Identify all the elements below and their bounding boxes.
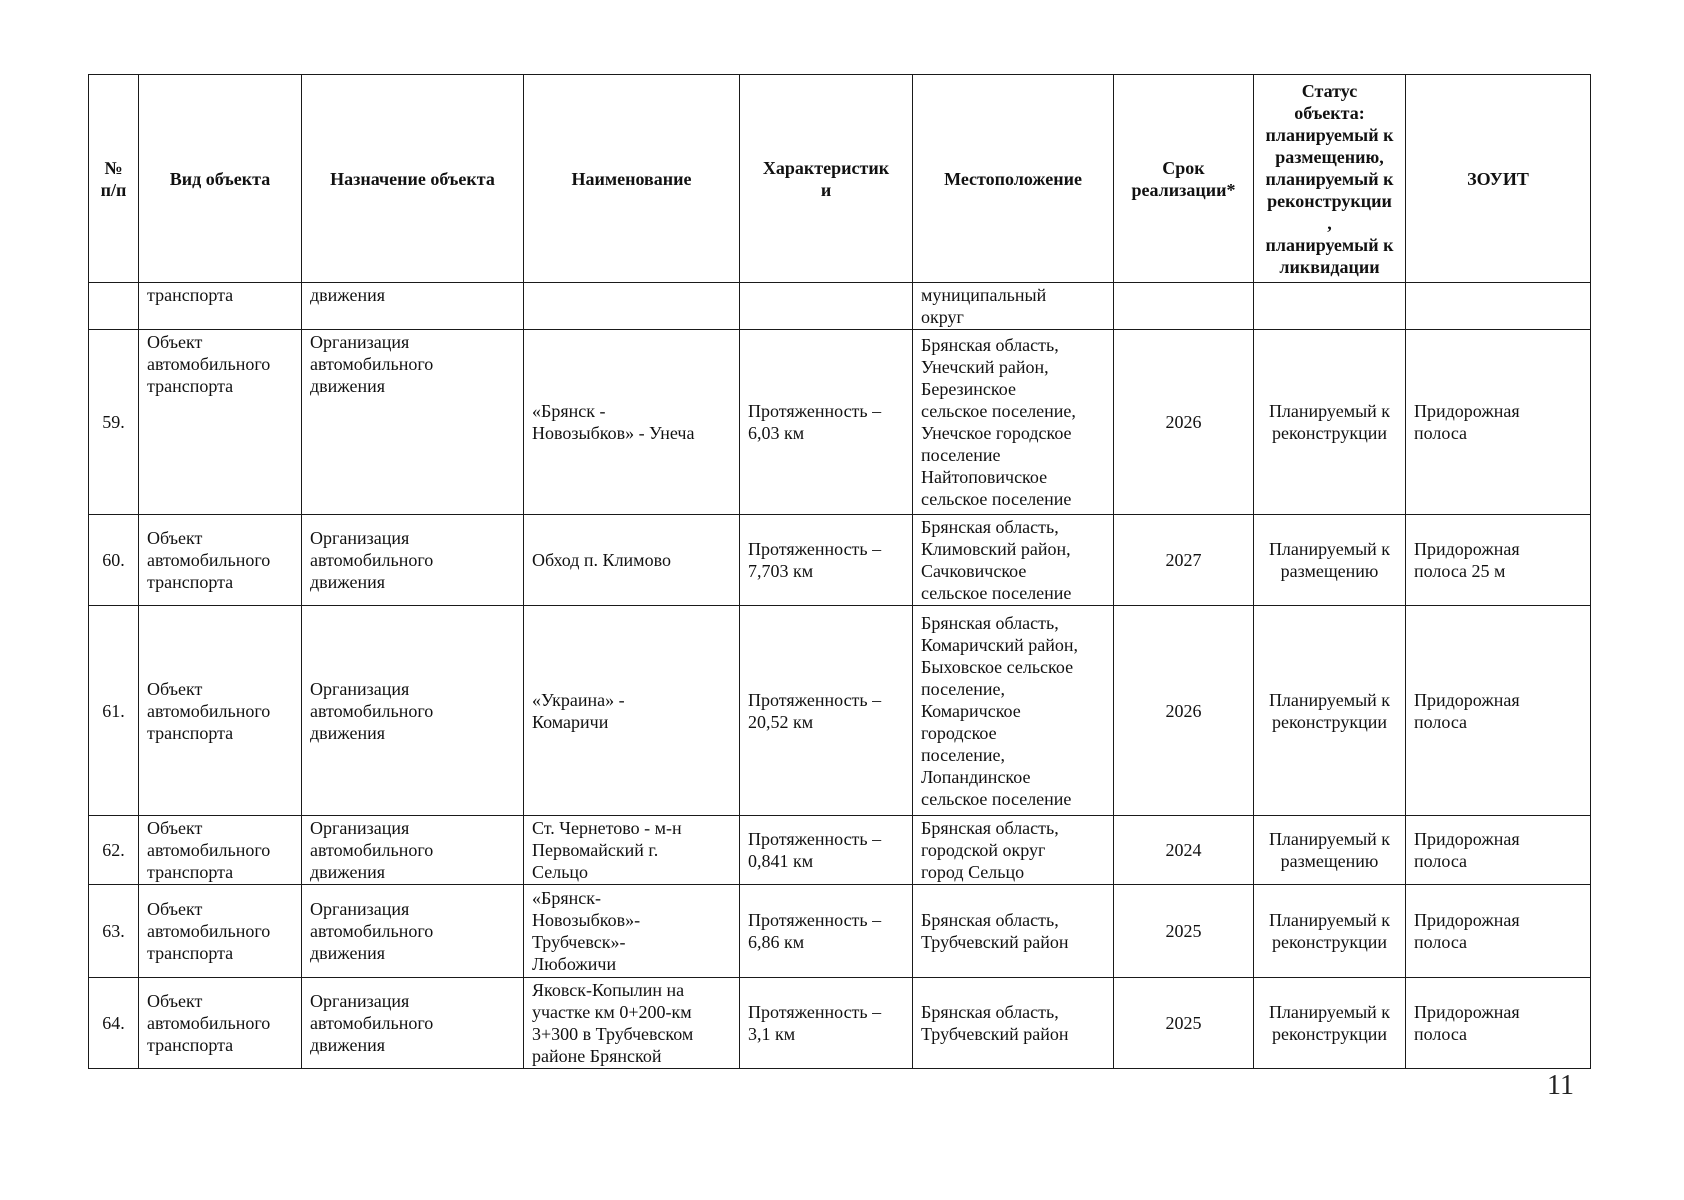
header-characteristics: Характеристик и xyxy=(740,75,913,283)
cell-name: «Брянск- Новозыбков»- Трубчевск»- Любожичи xyxy=(524,885,740,978)
cell-name xyxy=(524,283,740,330)
cell-term: 2027 xyxy=(1114,515,1254,606)
cell-zone: Придорожная полоса xyxy=(1406,978,1591,1069)
cell-purpose: Организация автомобильного движения xyxy=(302,330,524,515)
cell-characteristics: Протяженность – 7,703 км xyxy=(740,515,913,606)
header-kind: Вид объекта xyxy=(139,75,302,283)
cell-zone: Придорожная полоса xyxy=(1406,885,1591,978)
cell-num: 62. xyxy=(89,816,139,885)
cell-location: Брянская область, Трубчевский район xyxy=(913,978,1114,1069)
cell-purpose: Организация автомобильного движения xyxy=(302,885,524,978)
cell-purpose: Организация автомобильного движения xyxy=(302,978,524,1069)
cell-kind: Объект автомобильного транспорта xyxy=(139,515,302,606)
cell-kind: Объект автомобильного транспорта xyxy=(139,606,302,816)
cell-term: 2024 xyxy=(1114,816,1254,885)
table-row-continuation xyxy=(89,283,1591,330)
cell-purpose: движения xyxy=(302,283,524,330)
cell-status: Планируемый к реконструкции xyxy=(1254,978,1406,1069)
cell-term: 2025 xyxy=(1114,885,1254,978)
header-name: Наименование xyxy=(524,75,740,283)
cell-status: Планируемый к размещению xyxy=(1254,816,1406,885)
cell-name: Обход п. Климово xyxy=(524,515,740,606)
header-location: Местоположение xyxy=(913,75,1114,283)
cell-name: «Украина» - Комаричи xyxy=(524,606,740,816)
cell-characteristics: Протяженность – 3,1 км xyxy=(740,978,913,1069)
cell-location: муниципальный округ xyxy=(913,283,1114,330)
cell-status: Планируемый к размещению xyxy=(1254,515,1406,606)
cell-term: 2025 xyxy=(1114,978,1254,1069)
header-term: Срок реализации* xyxy=(1114,75,1254,283)
cell-location: Брянская область, Комаричский район, Быховское сельское поселение, Комаричское городское поселение, Лопандинское сельское поселение xyxy=(913,606,1114,816)
table-row xyxy=(89,816,1591,885)
cell-num: 64. xyxy=(89,978,139,1069)
cell-location: Брянская область, городской округ город Сельцо xyxy=(913,816,1114,885)
header-num: № п/п xyxy=(89,75,139,283)
cell-zone: Придорожная полоса xyxy=(1406,606,1591,816)
cell-characteristics: Протяженность – 0,841 км xyxy=(740,816,913,885)
cell-num: 61. xyxy=(89,606,139,816)
cell-zone: Придорожная полоса xyxy=(1406,330,1591,515)
cell-kind: транспорта xyxy=(139,283,302,330)
cell-kind: Объект автомобильного транспорта xyxy=(139,330,302,515)
cell-status: Планируемый к реконструкции xyxy=(1254,885,1406,978)
page-number: 11 xyxy=(1547,1070,1574,1101)
table-row xyxy=(89,978,1591,1069)
cell-name: Ст. Чернетово - м-н Первомайский г. Сельцо xyxy=(524,816,740,885)
cell-num: 63. xyxy=(89,885,139,978)
cell-characteristics: Протяженность – 6,03 км xyxy=(740,330,913,515)
cell-num xyxy=(89,283,139,330)
table-header-row xyxy=(89,75,1591,283)
cell-kind: Объект автомобильного транспорта xyxy=(139,978,302,1069)
header-zone: ЗОУИТ xyxy=(1406,75,1591,283)
header-status: Статус объекта: планируемый к размещению, планируемый к реконструкции , планируемый к ликвидации xyxy=(1254,75,1406,283)
cell-status xyxy=(1254,283,1406,330)
cell-name: «Брянск - Новозыбков» - Унеча xyxy=(524,330,740,515)
cell-num: 60. xyxy=(89,515,139,606)
objects-table xyxy=(88,74,1591,1069)
cell-kind: Объект автомобильного транспорта xyxy=(139,816,302,885)
cell-term: 2026 xyxy=(1114,330,1254,515)
cell-purpose: Организация автомобильного движения xyxy=(302,606,524,816)
cell-term xyxy=(1114,283,1254,330)
cell-zone xyxy=(1406,283,1591,330)
cell-location: Брянская область, Унечский район, Березинское сельское поселение, Унечское городское поселение Найтоповичское сельское поселение xyxy=(913,330,1114,515)
cell-name: Яковск-Копылин на участке км 0+200-км 3+300 в Трубчевском районе Брянской xyxy=(524,978,740,1069)
header-purpose: Назначение объекта xyxy=(302,75,524,283)
cell-zone: Придорожная полоса xyxy=(1406,816,1591,885)
cell-characteristics: Протяженность – 20,52 км xyxy=(740,606,913,816)
cell-purpose: Организация автомобильного движения xyxy=(302,515,524,606)
table-row xyxy=(89,330,1591,515)
cell-status: Планируемый к реконструкции xyxy=(1254,330,1406,515)
table-row xyxy=(89,606,1591,816)
cell-purpose: Организация автомобильного движения xyxy=(302,816,524,885)
cell-zone: Придорожная полоса 25 м xyxy=(1406,515,1591,606)
cell-status: Планируемый к реконструкции xyxy=(1254,606,1406,816)
cell-kind: Объект автомобильного транспорта xyxy=(139,885,302,978)
cell-characteristics: Протяженность – 6,86 км xyxy=(740,885,913,978)
cell-characteristics xyxy=(740,283,913,330)
cell-location: Брянская область, Трубчевский район xyxy=(913,885,1114,978)
cell-location: Брянская область, Климовский район, Сачковичское сельское поселение xyxy=(913,515,1114,606)
table-row xyxy=(89,515,1591,606)
cell-num: 59. xyxy=(89,330,139,515)
table-row xyxy=(89,885,1591,978)
cell-term: 2026 xyxy=(1114,606,1254,816)
